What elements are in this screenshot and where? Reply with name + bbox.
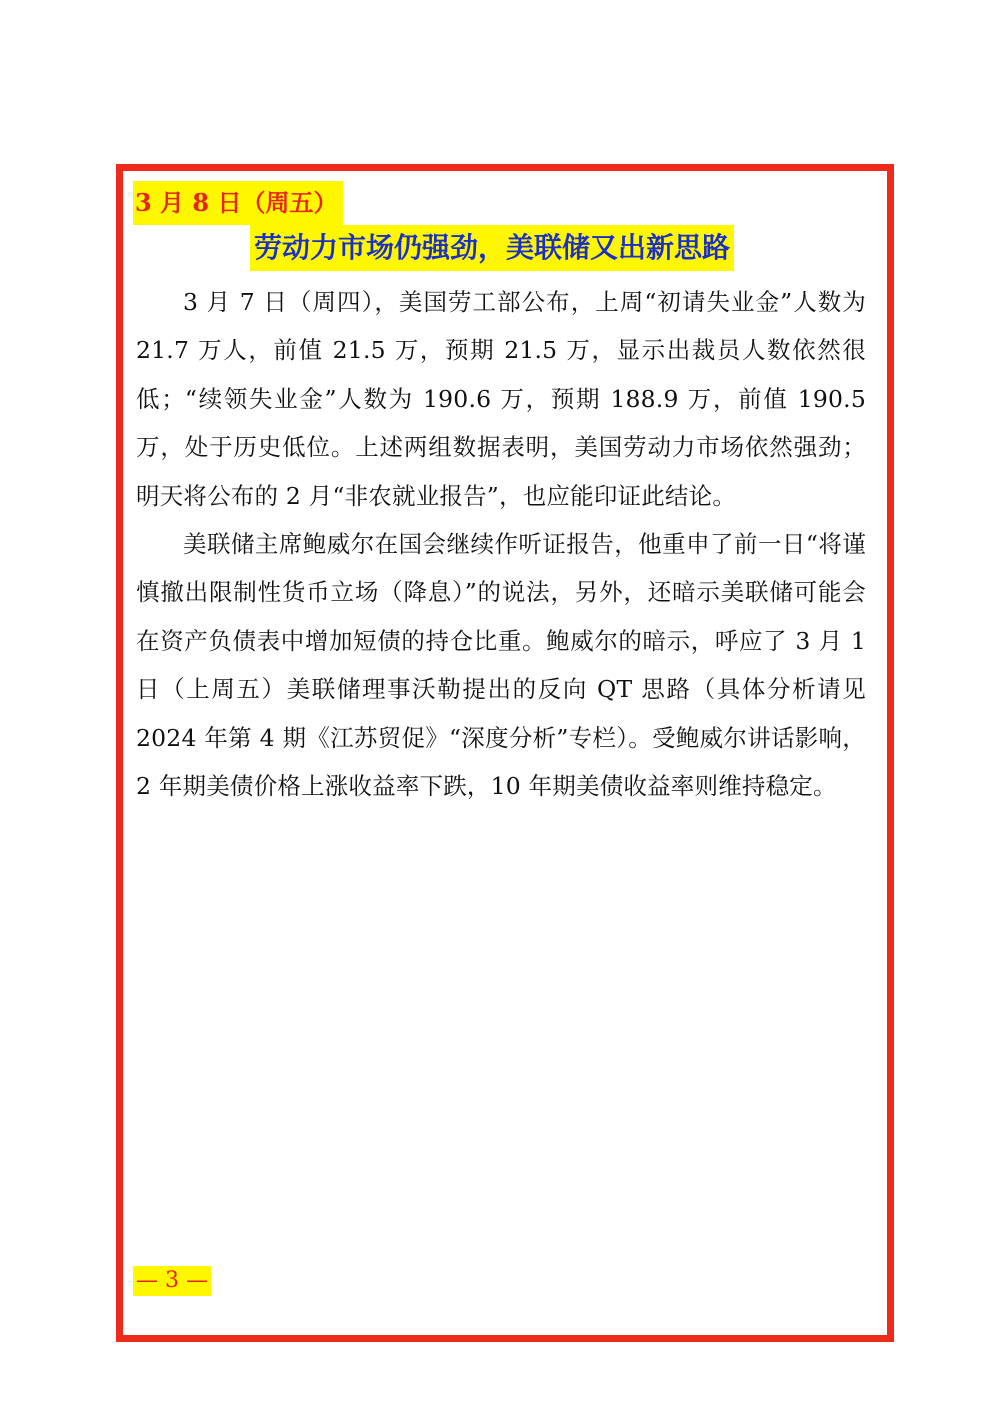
paragraph: 美联储主席鲍威尔在国会继续作听证报告，他重申了前一日“将谨慎撤出限制性货币立场（降息）”的说法，另外，还暗示美联储可能会在资产负债表中增加短债的持仓比重。鲍威尔的暗示，呼应了 3 月 1 日（上周五）美联储理事沃勒提出的反向 QT 思路（具体分析请见 2024 年第 4 期《江苏贸促》“深度分析”专栏）。受鲍威尔讲话影响，2 年期美债价格上涨收益率下跌，10 年期美债收益率则维持稳定。 — [136, 530, 866, 801]
article-headline: 劳动力市场仍强劲，美联储又出新思路 — [250, 225, 734, 271]
date-label: 3 月 8 日（周五） — [133, 181, 343, 225]
article-body — [136, 278, 866, 810]
paragraph: 3 月 7 日（周四），美国劳工部公布，上周“初请失业金”人数为 21.7 万人，前值 21.5 万，预期 21.5 万，显示出裁员人数依然很低；“续领失业金”人数为 190.6 万，预期 188.9 万，前值 190.5 万，处于历史低位。上述两组数据表明，美国劳动力市场依然强劲；明天将公布的 2 月“非农就业报告”，也应能印证此结论。 — [136, 288, 866, 510]
page-number: — 3 — — [133, 1266, 211, 1296]
